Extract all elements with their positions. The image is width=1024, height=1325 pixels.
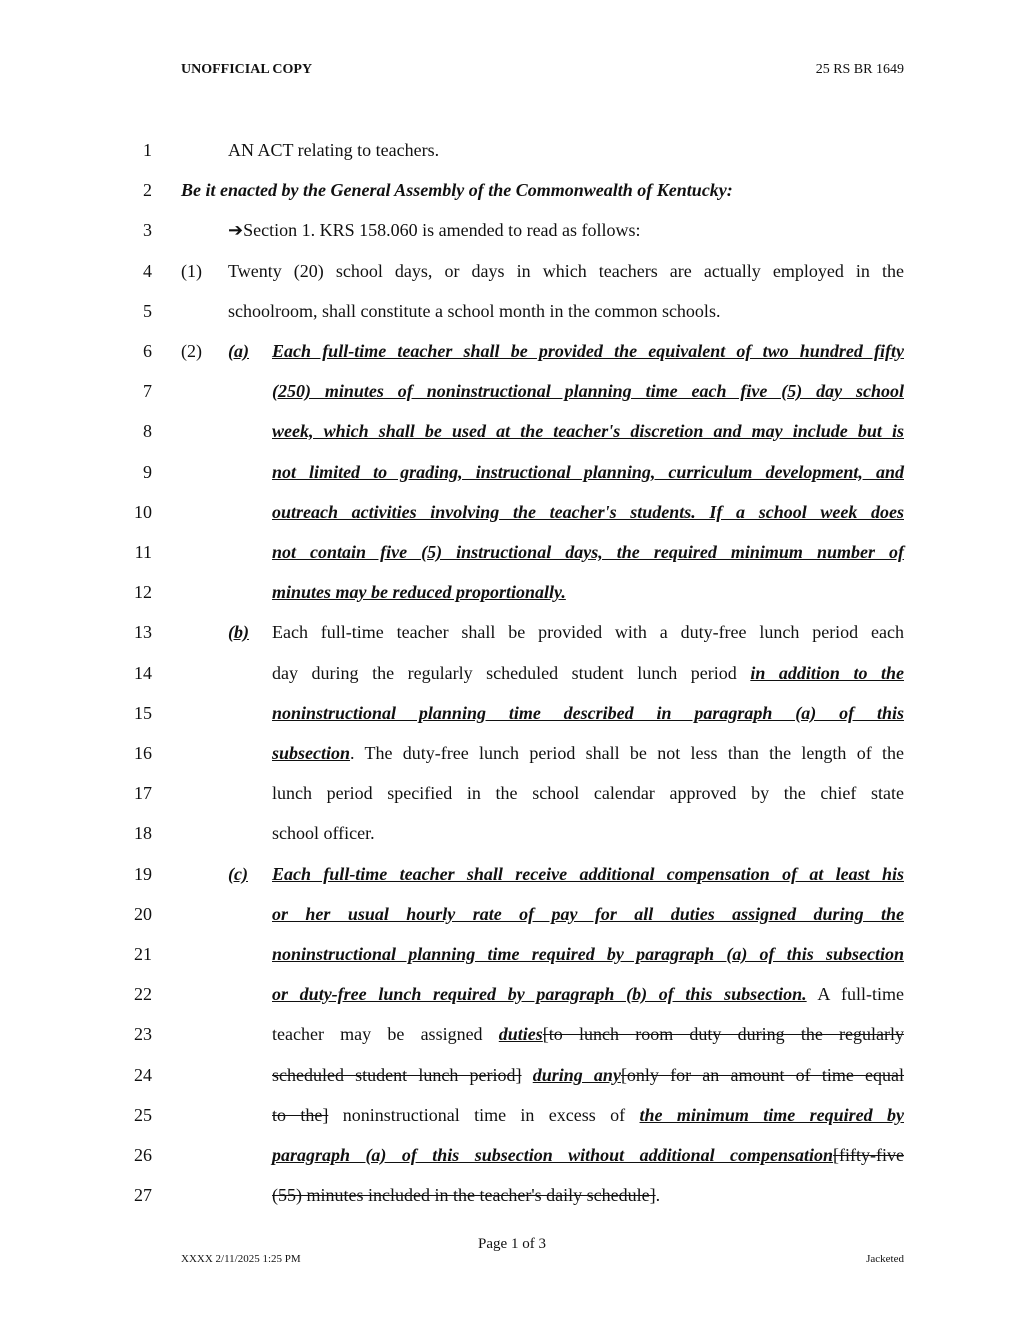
line-number: 14 [134, 663, 152, 683]
header-left: UNOFFICIAL COPY [181, 62, 313, 77]
line-number: 11 [134, 542, 152, 562]
paragraph-label: (a) [228, 341, 249, 361]
line-number: 21 [134, 944, 152, 964]
line-text [228, 301, 720, 321]
text-segment: A full-time [806, 984, 904, 1004]
line-text [272, 1145, 904, 1165]
paragraph-label: (b) [228, 622, 249, 642]
deleted-text: [to lunch room duty during the regularly [542, 1024, 905, 1044]
text-segment: Twenty (20) school days, or days in which teachers are actually employed in the [228, 261, 904, 281]
subsection-label: (2) [181, 341, 202, 361]
deleted-text: scheduled student lunch period] [272, 1065, 522, 1085]
page-number: Page 1 of 3 [478, 1236, 546, 1252]
line-text [272, 502, 904, 522]
line-number: 3 [143, 220, 152, 240]
line-number: 24 [134, 1065, 152, 1085]
line-number: 8 [143, 421, 152, 441]
line-number: 20 [134, 904, 152, 924]
line-number: 17 [134, 783, 152, 803]
line-text [272, 944, 904, 964]
line-number: 5 [143, 301, 152, 321]
line-text [272, 1185, 660, 1205]
inserted-text: (250) minutes of noninstructional planning time each five (5) day school [272, 381, 904, 401]
inserted-text: not limited to grading, instructional planning, curriculum development, and [272, 462, 904, 482]
line-number: 13 [134, 622, 152, 642]
line-number: 1 [143, 140, 152, 160]
subsection-label: (1) [181, 261, 202, 281]
line-number: 7 [143, 381, 152, 401]
text-segment: . The duty-free lunch period shall be not less than the length of the [350, 743, 904, 763]
line-text [272, 582, 566, 602]
line-text [272, 663, 904, 683]
text-segment: schoolroom, shall constitute a school month in the common schools. [228, 301, 721, 321]
inserted-text: noninstructional planning time described in paragraph (a) of this [272, 703, 904, 723]
inserted-text: Each full-time teacher shall be provided the equivalent of two hundred fifty [272, 341, 904, 361]
line-text [272, 622, 904, 642]
text-segment: ➔ [228, 220, 244, 240]
text-segment: Each full-time teacher shall be provided with a duty-free lunch period each [272, 622, 904, 642]
header-right: 25 RS BR 1649 [815, 62, 904, 77]
line-number: 12 [134, 582, 152, 602]
line-text [272, 381, 904, 401]
inserted-text: subsection [272, 743, 351, 763]
line-text [228, 140, 439, 160]
line-number: 26 [134, 1145, 152, 1165]
paragraph-label: (c) [228, 864, 248, 884]
footer-right: Jacketed [866, 1253, 904, 1265]
inserted-text: week, which shall be used at the teacher's discretion and may include but is [272, 421, 904, 441]
inserted-text: during any [532, 1065, 621, 1085]
line-number: 19 [134, 864, 152, 884]
text-segment: AN ACT relating to teachers. [228, 140, 440, 160]
line-text [272, 462, 904, 482]
inserted-text: outreach activities involving the teacher's students. If a school week does [272, 502, 904, 522]
line-number: 16 [134, 743, 152, 763]
inserted-text: the minimum time required by [639, 1105, 904, 1125]
line-text [272, 1105, 904, 1125]
inserted-text: or duty-free lunch required by paragraph (b) of this subsection. [272, 984, 807, 1004]
line-text [272, 904, 904, 924]
footer-left: XXXX 2/11/2025 1:25 PM [181, 1253, 301, 1265]
line-text [272, 1024, 904, 1044]
line-text [272, 421, 904, 441]
line-text [272, 341, 904, 361]
inserted-text: noninstructional planning time required by paragraph (a) of this subsection [272, 944, 904, 964]
deleted-text: [fifty-five [833, 1145, 904, 1165]
line-text [228, 261, 904, 281]
text-segment: teacher may be assigned [272, 1024, 499, 1044]
enacting-clause: Be it enacted by the General Assembly of the Commonwealth of Kentucky: [181, 180, 733, 200]
line-text [272, 1065, 904, 1085]
deleted-text: to the] [272, 1105, 329, 1125]
text-segment: lunch period specified in the school calendar approved by the chief state [272, 783, 904, 803]
line-number: 9 [143, 462, 152, 482]
line-text [272, 984, 904, 1004]
line-text [272, 864, 904, 884]
line-text [272, 542, 904, 562]
line-number: 6 [143, 341, 152, 361]
text-segment: . [655, 1185, 661, 1205]
line-number: 10 [134, 502, 152, 522]
inserted-text: Each full-time teacher shall receive additional compensation of at least his [272, 864, 904, 884]
inserted-text: duties [498, 1024, 543, 1044]
line-text [228, 220, 641, 240]
line-number: 25 [134, 1105, 152, 1125]
inserted-text: minutes may be reduced proportionally. [272, 582, 566, 602]
line-text [272, 743, 904, 763]
deleted-text: (55) minutes included in the teacher's daily schedule] [272, 1185, 656, 1205]
text-segment [522, 1065, 533, 1085]
line-number: 22 [134, 984, 152, 1004]
line-text [181, 180, 733, 200]
inserted-text: paragraph (a) of this subsection without additional compensation [272, 1145, 834, 1165]
line-text [272, 783, 904, 803]
line-number: 2 [143, 180, 152, 200]
inserted-text: not contain five (5) instructional days, the required minimum number of [272, 542, 904, 562]
line-number: 18 [134, 823, 152, 843]
text-segment: school officer. [272, 823, 375, 843]
inserted-text: in addition to the [750, 663, 904, 683]
text-segment: Section 1. KRS 158.060 is amended to read as follows: [243, 220, 641, 240]
text-segment: noninstructional time in excess of [328, 1105, 640, 1125]
line-number: 23 [134, 1024, 152, 1044]
line-number: 27 [134, 1185, 152, 1205]
line-text [272, 703, 904, 723]
deleted-text: [only for an amount of time equal [620, 1065, 905, 1085]
line-number: 4 [143, 261, 152, 281]
line-text [272, 823, 375, 843]
text-segment: day during the regularly scheduled student lunch period [272, 663, 751, 683]
inserted-text: or her usual hourly rate of pay for all duties assigned during the [272, 904, 904, 924]
line-number: 15 [134, 703, 152, 723]
